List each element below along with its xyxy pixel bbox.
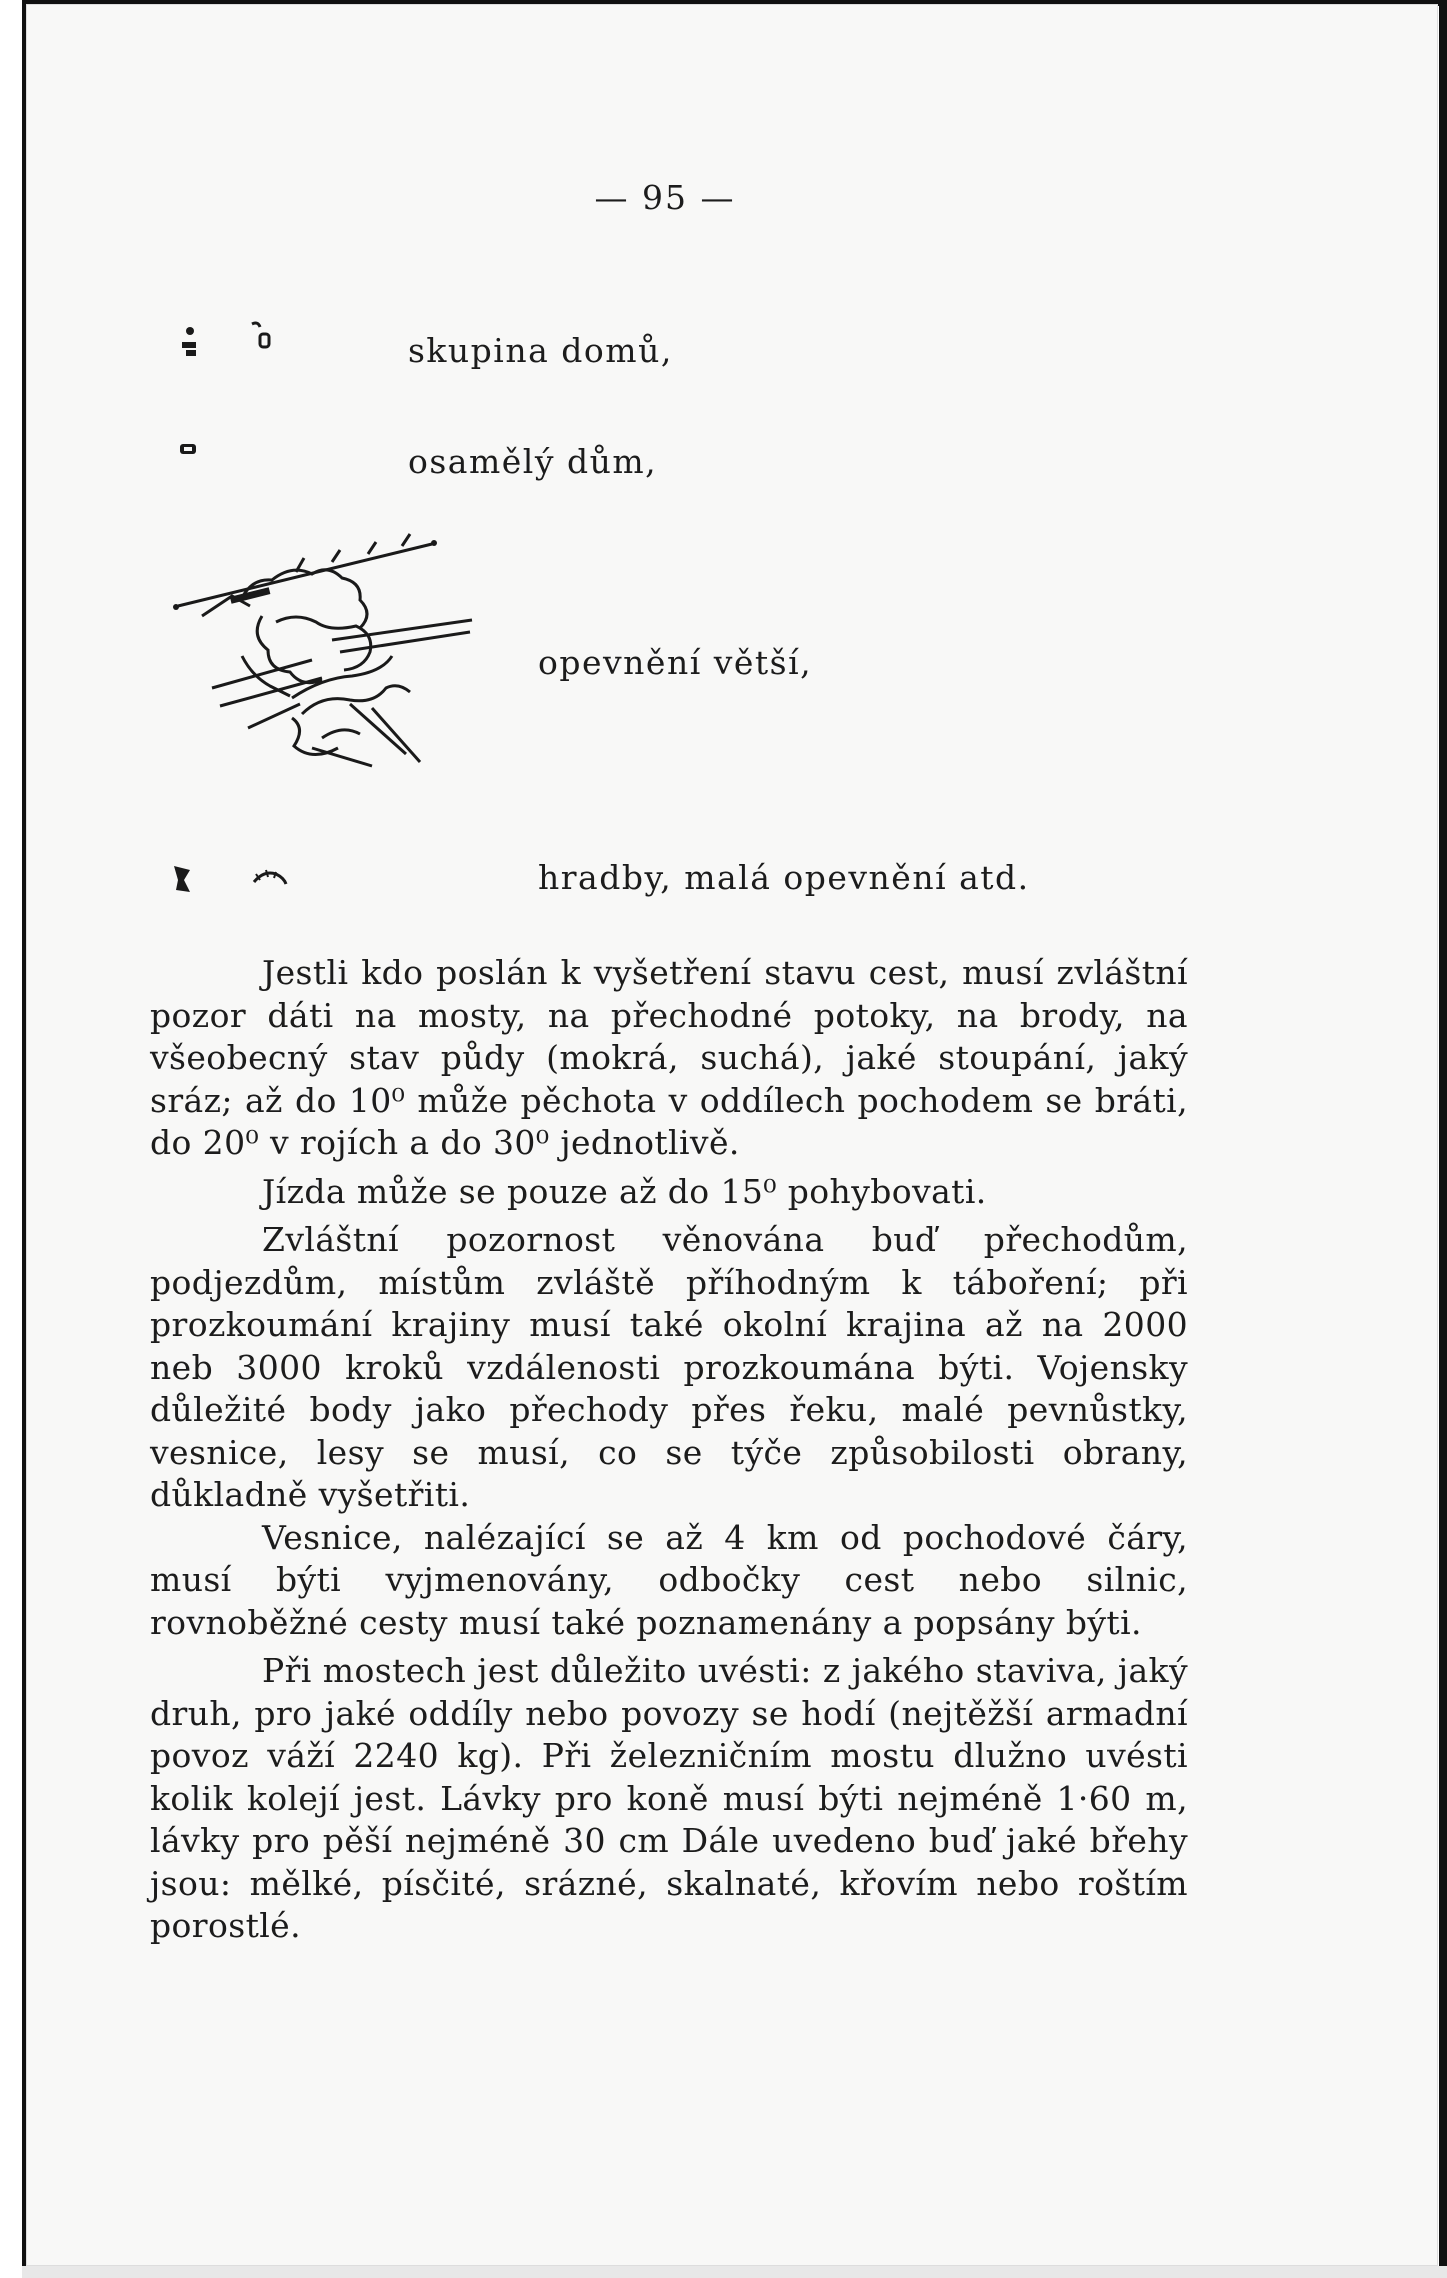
paragraph-villages: Vesnice, nalézající se až 4 km od pochodové čáry, musí býti vyjmenovány, odbočky cest nebo silnic, rovnoběžné cesty musí také poznamenány a popsány býti.	[150, 1517, 1188, 1642]
paragraph-roads: Jestli kdo poslán k vyšetření stavu cest, musí zvláštní pozor dáti na mosty, na přechodné potoky, na brody, na všeobecný stav půdy (mokrá, suchá), jaké stoupání, jaký sráz; až do 10⁰ může pěchota v oddílech pochodem se bráti, do 20⁰ v rojích a do 30⁰ jednotlivě.	[150, 953, 1188, 1162]
house-group-icon	[178, 318, 288, 366]
paragraph-crossings: Zvláštní pozornost věnována buď přechodům, podjezdům, místům zvláště příhodným k táboření; při prozkoumání krajiny musí také okolní krajina až na 2000 neb 3000 kroků vzdálenosti prozkoumána býti. Vojensky důležité body jako přechody přes řeku, malé pevnůstky, vesnice, lesy se musí, co se týče způsobilosti obrany, důkladně vyšetřiti.	[150, 1220, 1188, 1514]
legend-label-small-fortification: hradby, malá opevnění atd.	[538, 858, 1030, 897]
single-house-icon	[176, 440, 206, 462]
scan-bottom-edge	[22, 2266, 1447, 2278]
paragraph-cavalry: Jízda může se pouze až do 15⁰ pohybovati.	[262, 1171, 987, 1211]
legend-label-single-house: osamělý dům,	[408, 442, 658, 481]
legend-label-house-group: skupina domů,	[408, 331, 673, 370]
body-text	[150, 952, 1188, 1948]
legend-label-large-fortification: opevnění větší,	[538, 643, 813, 682]
scan-left-margin	[0, 0, 22, 2278]
small-fortification-icon	[170, 860, 300, 900]
page-number: — 95 —	[594, 178, 736, 217]
paragraph-bridges: Při mostech jest důležito uvésti: z jakého staviva, jaký druh, pro jaké oddíly nebo povozy se hodí (nejtěžší armadní povoz váží 2240 kg). Při železničním mostu dlužno uvésti kolik kolejí jest. Lávky pro koně musí býti nejméně 1·60 m, lávky pro pěší nejméně 30 cm Dále uvedeno buď jaké břehy jsou: mělké, písčité, srázné, skalnaté, křovím nebo roštím porostlé.	[150, 1651, 1188, 1945]
large-fortification-icon	[172, 528, 482, 778]
scan-right-border	[1439, 0, 1447, 2278]
